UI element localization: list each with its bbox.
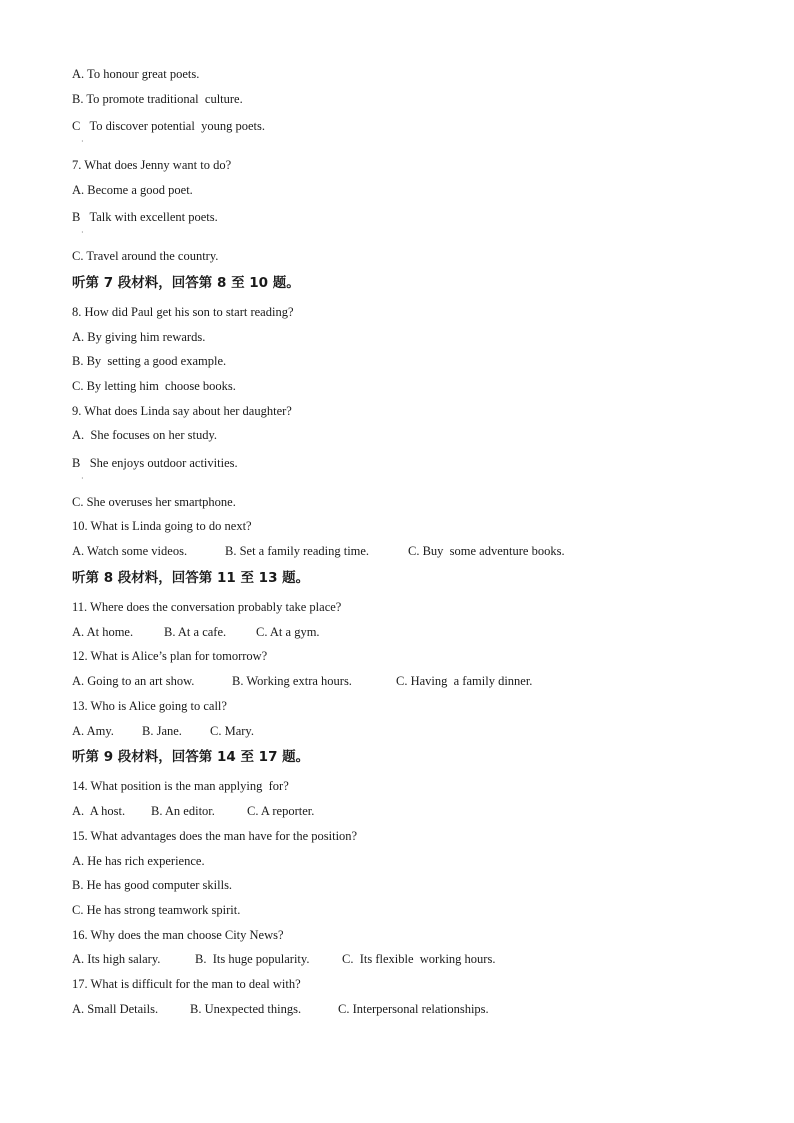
stray-dot-mark: ·: [81, 474, 84, 483]
q6-option-c: C To discover potential young poets.: [72, 119, 265, 133]
q9-option-b: B She enjoys outdoor activities.: [72, 456, 238, 470]
q17-option-a: A. Small Details.: [72, 1002, 159, 1016]
q13-option-b: B. Jane.: [142, 724, 182, 738]
q14-question: 14. What position is the man applying for?: [72, 779, 289, 793]
q15-option-b: B. He has good computer skills.: [72, 878, 233, 892]
q8-question: 8. How did Paul get his son to start reading?: [72, 305, 294, 319]
q16-option-c: C. Its flexible working hours.: [342, 952, 496, 966]
q15-question: 15. What advantages does the man have for the position?: [72, 829, 358, 843]
q7-option-a: A. Become a good poet.: [72, 183, 193, 197]
q6-option-a: A. To honour great poets.: [72, 67, 200, 81]
q8-option-b: B. By setting a good example.: [72, 354, 227, 368]
q10-option-b: B. Set a family reading time.: [225, 544, 370, 558]
q12-question: 12. What is Alice’s plan for tomorrow?: [72, 649, 268, 663]
section-heading-9: 听第 9 段材料，回答第 14 至 17 题。: [72, 749, 310, 765]
q15-option-c: C. He has strong teamwork spirit.: [72, 903, 241, 917]
q15-option-a: A. He has rich experience.: [72, 854, 205, 868]
q16-question: 16. Why does the man choose City News?: [72, 928, 284, 942]
q14-option-a: A. A host.: [72, 804, 126, 818]
stray-dot-mark: ·: [81, 137, 84, 146]
q8-option-a: A. By giving him rewards.: [72, 330, 206, 344]
q12-option-b: B. Working extra hours.: [232, 674, 352, 688]
q9-option-c: C. She overuses her smartphone.: [72, 495, 236, 509]
q10-question: 10. What is Linda going to do next?: [72, 519, 252, 533]
q8-option-c: C. By letting him choose books.: [72, 379, 236, 393]
q7-option-b: B Talk with excellent poets.: [72, 210, 218, 224]
q13-option-c: C. Mary.: [210, 724, 254, 738]
q13-option-a: A. Amy.: [72, 724, 114, 738]
q10-option-a: A. Watch some videos.: [72, 544, 188, 558]
q17-option-c: C. Interpersonal relationships.: [338, 1002, 489, 1016]
q13-question: 13. Who is Alice going to call?: [72, 699, 227, 713]
q16-option-a: A. Its high salary.: [72, 952, 161, 966]
q9-option-a: A. She focuses on her study.: [72, 428, 218, 442]
q11-option-c: C. At a gym.: [256, 625, 320, 639]
q6-option-b: B. To promote traditional culture.: [72, 92, 243, 106]
section-heading-7: 听第 7 段材料，回答第 8 至 10 题。: [72, 275, 300, 291]
q12-option-a: A. Going to an art show.: [72, 674, 195, 688]
q16-option-b: B. Its huge popularity.: [195, 952, 310, 966]
q11-option-b: B. At a cafe.: [164, 625, 227, 639]
stray-dot-mark: ·: [81, 228, 84, 237]
q17-question: 17. What is difficult for the man to deal with?: [72, 977, 301, 991]
q14-option-c: C. A reporter.: [247, 804, 315, 818]
q17-option-b: B. Unexpected things.: [190, 1002, 302, 1016]
q9-question: 9. What does Linda say about her daughter?: [72, 404, 292, 418]
q12-option-c: C. Having a family dinner.: [396, 674, 533, 688]
q10-option-c: C. Buy some adventure books.: [408, 544, 565, 558]
q7-question: 7. What does Jenny want to do?: [72, 158, 232, 172]
section-heading-8: 听第 8 段材料，回答第 11 至 13 题。: [72, 570, 310, 586]
q7-option-c: C. Travel around the country.: [72, 249, 219, 263]
q14-option-b: B. An editor.: [151, 804, 215, 818]
q11-question: 11. Where does the conversation probably take place?: [72, 600, 342, 614]
q11-option-a: A. At home.: [72, 625, 134, 639]
